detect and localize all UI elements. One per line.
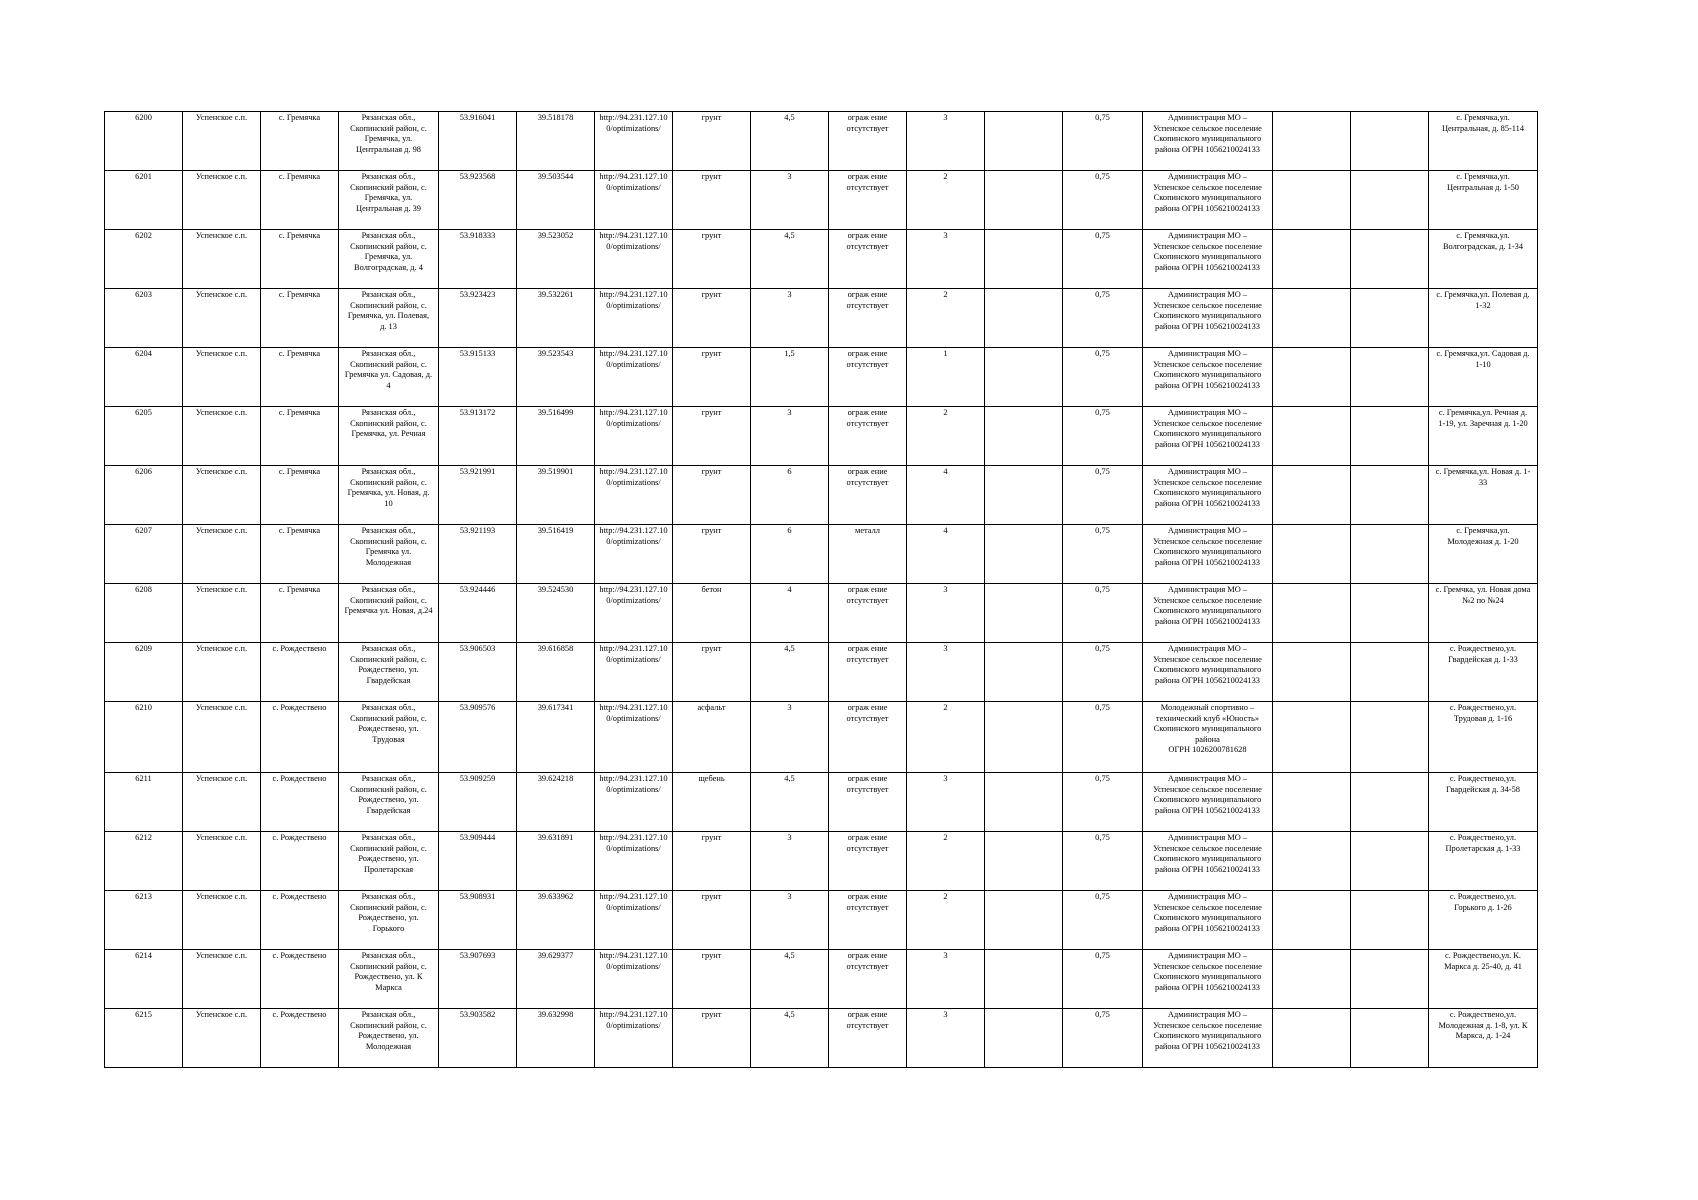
table-row	[105, 643, 1538, 702]
empty-cell	[985, 584, 1063, 643]
address-cell: Рязанская обл., Скопинский район, с. Гремячка, ул. Центральная д. 39	[339, 171, 439, 230]
surface-cell: грунт	[673, 832, 751, 891]
fence-cell: металл	[829, 525, 907, 584]
empty-cell	[985, 832, 1063, 891]
settlement-cell: Успенское с.п.	[183, 584, 261, 643]
longitude-cell: 39.616858	[517, 643, 595, 702]
area-cell: 3	[751, 407, 829, 466]
fence-cell: ограж ение отсутствует	[829, 112, 907, 171]
settlement-cell: Успенское с.п.	[183, 643, 261, 702]
settlement-cell: Успенское с.п.	[183, 289, 261, 348]
owner-cell: Администрация МО – Успенское сельское поселение Скопинского муниципального района ОГРН 1056210024133	[1143, 584, 1273, 643]
address-cell: Рязанская обл., Скопинский район, с. Рождествено, ул. Трудовая	[339, 702, 439, 773]
empty-cell	[1273, 643, 1351, 702]
empty-cell	[985, 950, 1063, 1009]
surface-cell: грунт	[673, 112, 751, 171]
source-cell: с. Гремячка,ул. Полевая д. 1-32	[1429, 289, 1538, 348]
row-number: 6211	[105, 773, 183, 832]
latitude-cell: 53.923423	[439, 289, 517, 348]
locality-cell: с. Рождествено	[261, 1009, 339, 1068]
empty-cell	[1351, 1009, 1429, 1068]
settlement-cell: Успенское с.п.	[183, 525, 261, 584]
latitude-cell: 53.915133	[439, 348, 517, 407]
volume-cell: 0,75	[1063, 407, 1143, 466]
latitude-cell: 53.903582	[439, 1009, 517, 1068]
owner-cell: Администрация МО – Успенское сельское поселение Скопинского муниципального района ОГРН 1056210024133	[1143, 230, 1273, 289]
area-cell: 3	[751, 289, 829, 348]
surface-cell: асфальт	[673, 702, 751, 773]
address-cell: Рязанская обл., Скопинский район, с. Гремячка, ул. Новая, д. 10	[339, 466, 439, 525]
empty-cell	[1273, 773, 1351, 832]
container-count-cell: 3	[907, 230, 985, 289]
longitude-cell: 39.631891	[517, 832, 595, 891]
surface-cell: грунт	[673, 230, 751, 289]
container-count-cell: 3	[907, 584, 985, 643]
container-count-cell: 2	[907, 171, 985, 230]
link-cell: http://94.231.127.10 0/optimizations/	[595, 773, 673, 832]
link-cell: http://94.231.127.10 0/optimizations/	[595, 584, 673, 643]
address-cell: Рязанская обл., Скопинский район, с. Гремячка ул. Молодежная	[339, 525, 439, 584]
empty-cell	[985, 702, 1063, 773]
row-number: 6201	[105, 171, 183, 230]
container-count-cell: 2	[907, 289, 985, 348]
longitude-cell: 39.633962	[517, 891, 595, 950]
owner-cell: Администрация МО – Успенское сельское поселение Скопинского муниципального района ОГРН 1056210024133	[1143, 348, 1273, 407]
volume-cell: 0,75	[1063, 230, 1143, 289]
surface-cell: грунт	[673, 891, 751, 950]
latitude-cell: 53.916041	[439, 112, 517, 171]
address-cell: Рязанская обл., Скопинский район, с. Рождествено, ул. Пролетарская	[339, 832, 439, 891]
container-count-cell: 3	[907, 950, 985, 1009]
owner-cell: Администрация МО – Успенское сельское поселение Скопинского муниципального района ОГРН 1056210024133	[1143, 289, 1273, 348]
empty-cell	[985, 773, 1063, 832]
empty-cell	[1351, 950, 1429, 1009]
locality-cell: с. Гремячка	[261, 525, 339, 584]
address-cell: Рязанская обл., Скопинский район, с. Гремячка ул. Садовая, д. 4	[339, 348, 439, 407]
row-number: 6212	[105, 832, 183, 891]
empty-cell	[1351, 289, 1429, 348]
fence-cell: ограж ение отсутствует	[829, 1009, 907, 1068]
latitude-cell: 53.913172	[439, 407, 517, 466]
longitude-cell: 39.532261	[517, 289, 595, 348]
table-row	[105, 407, 1538, 466]
fence-cell: ограж ение отсутствует	[829, 643, 907, 702]
locality-cell: с. Гремячка	[261, 466, 339, 525]
locality-cell: с. Рождествено	[261, 773, 339, 832]
surface-cell: грунт	[673, 643, 751, 702]
latitude-cell: 53.918333	[439, 230, 517, 289]
row-number: 6213	[105, 891, 183, 950]
longitude-cell: 39.523052	[517, 230, 595, 289]
link-cell: http://94.231.127.10 0/optimizations/	[595, 832, 673, 891]
owner-cell: Молодежный спортивно – технический клуб «Юность» Скопинского муниципального района ОГРН 1026200781628	[1143, 702, 1273, 773]
area-cell: 4,5	[751, 112, 829, 171]
empty-cell	[1351, 702, 1429, 773]
locality-cell: с. Рождествено	[261, 643, 339, 702]
surface-cell: грунт	[673, 171, 751, 230]
empty-cell	[1351, 466, 1429, 525]
settlement-cell: Успенское с.п.	[183, 230, 261, 289]
address-cell: Рязанская обл., Скопинский район, с. Рождествено, ул. Гвардейская	[339, 773, 439, 832]
empty-cell	[1351, 584, 1429, 643]
fence-cell: ограж ение отсутствует	[829, 584, 907, 643]
source-cell: с. Гремячка,ул. Новая д. 1- 33	[1429, 466, 1538, 525]
address-cell: Рязанская обл., Скопинский район, с. Рождествено, ул. Гвардейская	[339, 643, 439, 702]
volume-cell: 0,75	[1063, 773, 1143, 832]
link-cell: http://94.231.127.10 0/optimizations/	[595, 891, 673, 950]
empty-cell	[1351, 773, 1429, 832]
link-cell: http://94.231.127.10 0/optimizations/	[595, 950, 673, 1009]
fence-cell: ограж ение отсутствует	[829, 289, 907, 348]
source-cell: с. Гремячка,ул. Центральная д. 1-50	[1429, 171, 1538, 230]
longitude-cell: 39.629377	[517, 950, 595, 1009]
locality-cell: с. Гремячка	[261, 171, 339, 230]
address-cell: Рязанская обл., Скопинский район, с. Гремячка, ул. Полевая, д. 13	[339, 289, 439, 348]
longitude-cell: 39.516419	[517, 525, 595, 584]
address-cell: Рязанская обл., Скопинский район, с. Гремячка, ул. Центральная д. 98	[339, 112, 439, 171]
owner-cell: Администрация МО – Успенское сельское поселение Скопинского муниципального района ОГРН 1056210024133	[1143, 407, 1273, 466]
empty-cell	[1273, 289, 1351, 348]
locality-cell: с. Гремячка	[261, 112, 339, 171]
empty-cell	[1273, 407, 1351, 466]
settlement-cell: Успенское с.п.	[183, 950, 261, 1009]
settlement-cell: Успенское с.п.	[183, 1009, 261, 1068]
settlement-cell: Успенское с.п.	[183, 466, 261, 525]
surface-cell: грунт	[673, 950, 751, 1009]
owner-cell: Администрация МО – Успенское сельское поселение Скопинского муниципального района ОГРН 1056210024133	[1143, 171, 1273, 230]
link-cell: http://94.231.127.10 0/optimizations/	[595, 112, 673, 171]
fence-cell: ограж ение отсутствует	[829, 230, 907, 289]
latitude-cell: 53.907693	[439, 950, 517, 1009]
owner-cell: Администрация МО – Успенское сельское поселение Скопинского муниципального района ОГРН 1056210024133	[1143, 643, 1273, 702]
fence-cell: ограж ение отсутствует	[829, 950, 907, 1009]
latitude-cell: 53.924446	[439, 584, 517, 643]
source-cell: с. Рождествено,ул. Пролетарская д. 1-33	[1429, 832, 1538, 891]
table-row	[105, 702, 1538, 773]
volume-cell: 0,75	[1063, 832, 1143, 891]
locality-cell: с. Гремячка	[261, 230, 339, 289]
volume-cell: 0,75	[1063, 702, 1143, 773]
source-cell: с. Рождествено,ул. Гвардейская д. 1-33	[1429, 643, 1538, 702]
area-cell: 4,5	[751, 643, 829, 702]
empty-cell	[1351, 643, 1429, 702]
empty-cell	[1273, 466, 1351, 525]
surface-cell: грунт	[673, 289, 751, 348]
longitude-cell: 39.516499	[517, 407, 595, 466]
empty-cell	[985, 289, 1063, 348]
settlement-cell: Успенское с.п.	[183, 832, 261, 891]
empty-cell	[985, 891, 1063, 950]
container-count-cell: 3	[907, 112, 985, 171]
container-count-cell: 3	[907, 1009, 985, 1068]
latitude-cell: 53.923568	[439, 171, 517, 230]
volume-cell: 0,75	[1063, 289, 1143, 348]
surface-cell: бетон	[673, 584, 751, 643]
volume-cell: 0,75	[1063, 112, 1143, 171]
empty-cell	[1273, 230, 1351, 289]
longitude-cell: 39.617341	[517, 702, 595, 773]
source-cell: с. Рождествено,ул. Горького д. 1-26	[1429, 891, 1538, 950]
area-cell: 3	[751, 891, 829, 950]
owner-cell: Администрация МО – Успенское сельское поселение Скопинского муниципального района ОГРН 1056210024133	[1143, 466, 1273, 525]
empty-cell	[985, 230, 1063, 289]
volume-cell: 0,75	[1063, 643, 1143, 702]
latitude-cell: 53.909444	[439, 832, 517, 891]
empty-cell	[1273, 112, 1351, 171]
owner-cell: Администрация МО – Успенское сельское поселение Скопинского муниципального района ОГРН 1056210024133	[1143, 112, 1273, 171]
source-cell: с. Гремячка,ул. Центральная, д. 85-114	[1429, 112, 1538, 171]
locality-cell: с. Рождествено	[261, 891, 339, 950]
volume-cell: 0,75	[1063, 525, 1143, 584]
latitude-cell: 53.921991	[439, 466, 517, 525]
volume-cell: 0,75	[1063, 891, 1143, 950]
owner-cell: Администрация МО – Успенское сельское поселение Скопинского муниципального района ОГРН 1056210024133	[1143, 950, 1273, 1009]
empty-cell	[985, 1009, 1063, 1068]
address-cell: Рязанская обл., Скопинский район, с. Гремячка ул. Новая, д.24	[339, 584, 439, 643]
owner-cell: Администрация МО – Успенское сельское поселение Скопинского муниципального района ОГРН 1056210024133	[1143, 773, 1273, 832]
longitude-cell: 39.518178	[517, 112, 595, 171]
source-cell: с. Рождествено,ул. К. Маркса д. 25-40, д. 41	[1429, 950, 1538, 1009]
empty-cell	[1351, 230, 1429, 289]
settlement-cell: Успенское с.п.	[183, 773, 261, 832]
empty-cell	[1351, 891, 1429, 950]
owner-cell: Администрация МО – Успенское сельское поселение Скопинского муниципального района ОГРН 1056210024133	[1143, 1009, 1273, 1068]
surface-cell: грунт	[673, 1009, 751, 1068]
locality-cell: с. Гремячка	[261, 348, 339, 407]
table-row	[105, 289, 1538, 348]
empty-cell	[1273, 171, 1351, 230]
longitude-cell: 39.519901	[517, 466, 595, 525]
address-cell: Рязанская обл., Скопинский район, с. Рождествено, ул. Молодежная	[339, 1009, 439, 1068]
fence-cell: ограж ение отсутствует	[829, 702, 907, 773]
container-count-cell: 3	[907, 643, 985, 702]
area-cell: 4,5	[751, 773, 829, 832]
source-cell: с. Рождествено,ул. Молодежная д. 1-8, ул. К Маркса, д. 1-24	[1429, 1009, 1538, 1068]
address-cell: Рязанская обл., Скопинский район, с. Рождествено, ул. Горького	[339, 891, 439, 950]
link-cell: http://94.231.127.10 0/optimizations/	[595, 643, 673, 702]
empty-cell	[1351, 832, 1429, 891]
table-row	[105, 466, 1538, 525]
link-cell: http://94.231.127.10 0/optimizations/	[595, 702, 673, 773]
locality-cell: с. Рождествено	[261, 832, 339, 891]
link-cell: http://94.231.127.10 0/optimizations/	[595, 289, 673, 348]
owner-cell: Администрация МО – Успенское сельское поселение Скопинского муниципального района ОГРН 1056210024133	[1143, 832, 1273, 891]
settlement-cell: Успенское с.п.	[183, 112, 261, 171]
registry-table	[104, 111, 1538, 1068]
source-cell: с. Гремячка,ул. Садовая д. 1-10	[1429, 348, 1538, 407]
latitude-cell: 53.921193	[439, 525, 517, 584]
row-number: 6206	[105, 466, 183, 525]
empty-cell	[985, 112, 1063, 171]
empty-cell	[985, 171, 1063, 230]
link-cell: http://94.231.127.10 0/optimizations/	[595, 407, 673, 466]
container-count-cell: 3	[907, 773, 985, 832]
table-row	[105, 891, 1538, 950]
volume-cell: 0,75	[1063, 584, 1143, 643]
row-number: 6202	[105, 230, 183, 289]
row-number: 6207	[105, 525, 183, 584]
empty-cell	[1273, 832, 1351, 891]
empty-cell	[985, 643, 1063, 702]
empty-cell	[1273, 525, 1351, 584]
table-row	[105, 584, 1538, 643]
row-number: 6209	[105, 643, 183, 702]
area-cell: 4,5	[751, 950, 829, 1009]
row-number: 6215	[105, 1009, 183, 1068]
empty-cell	[1273, 348, 1351, 407]
area-cell: 4,5	[751, 230, 829, 289]
fence-cell: ограж ение отсутствует	[829, 832, 907, 891]
source-cell: с. Гремячка,ул. Волгоградская, д. 1-34	[1429, 230, 1538, 289]
settlement-cell: Успенское с.п.	[183, 407, 261, 466]
latitude-cell: 53.909576	[439, 702, 517, 773]
area-cell: 3	[751, 702, 829, 773]
surface-cell: грунт	[673, 525, 751, 584]
empty-cell	[1273, 891, 1351, 950]
source-cell: с. Рождествено,ул. Гвардейская д. 34-58	[1429, 773, 1538, 832]
empty-cell	[1351, 171, 1429, 230]
longitude-cell: 39.632998	[517, 1009, 595, 1068]
surface-cell: грунт	[673, 466, 751, 525]
surface-cell: грунт	[673, 407, 751, 466]
link-cell: http://94.231.127.10 0/optimizations/	[595, 348, 673, 407]
area-cell: 6	[751, 466, 829, 525]
locality-cell: с. Рождествено	[261, 950, 339, 1009]
source-cell: с. Гремчка, ул. Новая дома №2 по №24	[1429, 584, 1538, 643]
link-cell: http://94.231.127.10 0/optimizations/	[595, 230, 673, 289]
link-cell: http://94.231.127.10 0/optimizations/	[595, 171, 673, 230]
empty-cell	[1273, 584, 1351, 643]
row-number: 6200	[105, 112, 183, 171]
empty-cell	[1273, 950, 1351, 1009]
row-number: 6203	[105, 289, 183, 348]
fence-cell: ограж ение отсутствует	[829, 171, 907, 230]
fence-cell: ограж ение отсутствует	[829, 466, 907, 525]
latitude-cell: 53.908931	[439, 891, 517, 950]
area-cell: 4,5	[751, 1009, 829, 1068]
source-cell: с. Гремячка,ул. Молодежная д. 1-20	[1429, 525, 1538, 584]
empty-cell	[1351, 348, 1429, 407]
latitude-cell: 53.909259	[439, 773, 517, 832]
container-count-cell: 2	[907, 832, 985, 891]
table-row	[105, 348, 1538, 407]
area-cell: 3	[751, 832, 829, 891]
address-cell: Рязанская обл., Скопинский район, с. Гремячка, ул. Волгоградская, д. 4	[339, 230, 439, 289]
volume-cell: 0,75	[1063, 171, 1143, 230]
empty-cell	[985, 348, 1063, 407]
empty-cell	[1351, 112, 1429, 171]
settlement-cell: Успенское с.п.	[183, 891, 261, 950]
area-cell: 3	[751, 171, 829, 230]
source-cell: с. Рождествено,ул. Трудовая д. 1-16	[1429, 702, 1538, 773]
owner-cell: Администрация МО – Успенское сельское поселение Скопинского муниципального района ОГРН 1056210024133	[1143, 525, 1273, 584]
locality-cell: с. Гремячка	[261, 584, 339, 643]
table-row	[105, 171, 1538, 230]
container-count-cell: 2	[907, 891, 985, 950]
empty-cell	[985, 525, 1063, 584]
address-cell: Рязанская обл., Скопинский район, с. Гремячка, ул. Речная	[339, 407, 439, 466]
settlement-cell: Успенское с.п.	[183, 702, 261, 773]
container-count-cell: 1	[907, 348, 985, 407]
empty-cell	[985, 466, 1063, 525]
empty-cell	[1351, 407, 1429, 466]
row-number: 6205	[105, 407, 183, 466]
longitude-cell: 39.624218	[517, 773, 595, 832]
fence-cell: ограж ение отсутствует	[829, 407, 907, 466]
fence-cell: ограж ение отсутствует	[829, 348, 907, 407]
surface-cell: грунт	[673, 348, 751, 407]
empty-cell	[1273, 702, 1351, 773]
container-count-cell: 4	[907, 466, 985, 525]
link-cell: http://94.231.127.10 0/optimizations/	[595, 525, 673, 584]
area-cell: 4	[751, 584, 829, 643]
container-count-cell: 2	[907, 702, 985, 773]
empty-cell	[1351, 525, 1429, 584]
longitude-cell: 39.523543	[517, 348, 595, 407]
source-cell: с. Гремячка,ул. Речная д. 1-19, ул. Заречная д. 1-20	[1429, 407, 1538, 466]
table-row	[105, 950, 1538, 1009]
container-count-cell: 2	[907, 407, 985, 466]
row-number: 6214	[105, 950, 183, 1009]
surface-cell: щебень	[673, 773, 751, 832]
address-cell: Рязанская обл., Скопинский район, с. Рождествено, ул. К Маркса	[339, 950, 439, 1009]
row-number: 6208	[105, 584, 183, 643]
volume-cell: 0,75	[1063, 466, 1143, 525]
volume-cell: 0,75	[1063, 348, 1143, 407]
table-row	[105, 773, 1538, 832]
settlement-cell: Успенское с.п.	[183, 348, 261, 407]
owner-cell: Администрация МО – Успенское сельское поселение Скопинского муниципального района ОГРН 1056210024133	[1143, 891, 1273, 950]
table-row	[105, 112, 1538, 171]
locality-cell: с. Гремячка	[261, 407, 339, 466]
locality-cell: с. Гремячка	[261, 289, 339, 348]
settlement-cell: Успенское с.п.	[183, 171, 261, 230]
table-row	[105, 525, 1538, 584]
row-number: 6204	[105, 348, 183, 407]
fence-cell: ограж ение отсутствует	[829, 891, 907, 950]
volume-cell: 0,75	[1063, 950, 1143, 1009]
table-row	[105, 230, 1538, 289]
longitude-cell: 39.524530	[517, 584, 595, 643]
link-cell: http://94.231.127.10 0/optimizations/	[595, 1009, 673, 1068]
empty-cell	[1273, 1009, 1351, 1068]
volume-cell: 0,75	[1063, 1009, 1143, 1068]
area-cell: 1,5	[751, 348, 829, 407]
link-cell: http://94.231.127.10 0/optimizations/	[595, 466, 673, 525]
table-body	[105, 112, 1538, 1068]
table-row	[105, 832, 1538, 891]
table-row	[105, 1009, 1538, 1068]
area-cell: 6	[751, 525, 829, 584]
empty-cell	[985, 407, 1063, 466]
row-number: 6210	[105, 702, 183, 773]
locality-cell: с. Рождествено	[261, 702, 339, 773]
longitude-cell: 39.503544	[517, 171, 595, 230]
container-count-cell: 4	[907, 525, 985, 584]
fence-cell: ограж ение отсутствует	[829, 773, 907, 832]
latitude-cell: 53.906503	[439, 643, 517, 702]
